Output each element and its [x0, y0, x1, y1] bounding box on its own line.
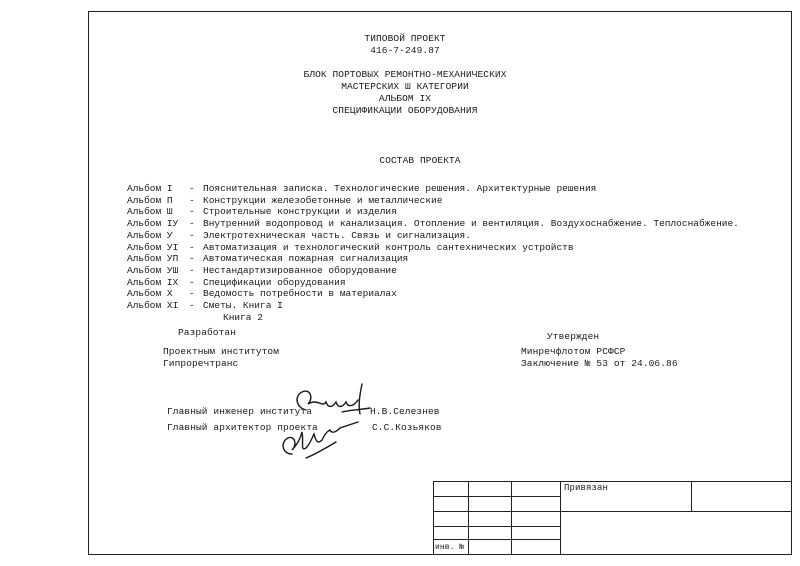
album-desc: Ведомость потребности в материалах	[203, 288, 397, 300]
album-name: Альбом I	[127, 183, 173, 194]
album-dash: -	[189, 253, 195, 265]
album-dash: -	[189, 300, 195, 312]
list-item	[127, 230, 739, 242]
album-dash: -	[189, 229, 195, 241]
album-name: Альбом УП	[127, 253, 179, 265]
album-desc: Внутренний водопровод и канализация. Отопление и вентиляция. Воздухоснабжение. Теплоснабжение.	[203, 218, 739, 230]
album-desc: Нестандартизированное оборудование	[203, 264, 397, 276]
approved-conclusion: Заключение № 53 от 24.06.86	[521, 358, 678, 369]
list-item	[127, 183, 739, 195]
header-line-1: ТИПОВОЙ ПРОЕКТ	[364, 33, 446, 44]
album-name: Альбом У	[127, 229, 173, 241]
album-desc: Автоматизация и технологический контроль сантехнических устройств	[203, 241, 574, 253]
album-desc: Конструкции железобетонные и металлические	[203, 194, 443, 206]
album-desc: Строительные конструкции и изделия	[203, 206, 397, 218]
approved-org: Минречфлотом РСФСР	[521, 346, 626, 357]
album-desc: Спецификации оборудования	[203, 276, 346, 288]
chief-architect-signature	[276, 418, 366, 466]
list-item	[127, 265, 739, 277]
chief-architect-title: Главный архитектор проекта	[167, 422, 318, 433]
album-desc: Сметы. Книга I	[203, 300, 283, 312]
title-block	[433, 481, 792, 555]
approved-label: Утвержден	[547, 331, 600, 342]
chief-architect-name: С.С.Козьяков	[372, 422, 442, 433]
album-dash: -	[189, 288, 195, 300]
list-item	[127, 218, 739, 230]
developed-org-1: Проектным институтом	[163, 346, 280, 357]
developed-label: Разработан	[178, 327, 237, 338]
header-line-4: МАСТЕРСКИХ Ш КАТЕГОРИИ	[341, 81, 469, 92]
album-dash: -	[189, 218, 195, 230]
album-desc: Автоматическая пожарная сигнализация	[203, 253, 409, 265]
inventory-number-label: инв. №	[435, 543, 465, 552]
albums-list	[127, 183, 739, 312]
chief-engineer-title: Главный инженер института	[167, 406, 313, 417]
chief-engineer-name: Н.В.Селезнев	[370, 406, 440, 417]
album-name: Альбом IУ	[127, 218, 179, 230]
album-name: Альбом П	[127, 194, 173, 206]
album-desc: Пояснительная записка. Технологические решения. Архитектурные решения	[203, 183, 597, 194]
album-name: Альбом Ш	[127, 206, 173, 218]
album-name: Альбом XI	[127, 300, 179, 312]
album-dash: -	[189, 206, 195, 218]
album-name: Альбом IX	[127, 276, 179, 288]
album-dash: -	[189, 194, 195, 206]
album-dash: -	[189, 183, 195, 194]
header-line-5: АЛЬБОМ IX	[378, 93, 432, 104]
project-number: 416-7-249.87	[370, 45, 440, 56]
header-line-3: БЛОК ПОРТОВЫХ РЕМОНТНО-МЕХАНИЧЕСКИХ	[303, 69, 507, 80]
section-title: СОСТАВ ПРОЕКТА	[379, 155, 461, 166]
list-item	[127, 288, 739, 300]
developed-org-2: Гипроречтранс	[163, 358, 239, 369]
list-item	[127, 195, 739, 207]
album-dash: -	[189, 276, 195, 288]
album-desc: Электротехническая часть. Связь и сигнализация.	[203, 229, 471, 241]
album-name: Альбом УШ	[127, 264, 179, 276]
list-item	[127, 300, 739, 312]
list-item	[127, 206, 739, 218]
book-2-label: Книга 2	[223, 312, 263, 323]
album-dash: -	[189, 264, 195, 276]
binding-label: Привязан	[564, 483, 609, 493]
list-item	[127, 277, 739, 289]
list-item	[127, 253, 739, 265]
list-item	[127, 242, 739, 254]
album-name: Альбом УI	[127, 241, 179, 253]
header-line-6: СПЕЦИФИКАЦИИ ОБОРУДОВАНИЯ	[332, 105, 478, 116]
album-dash: -	[189, 241, 195, 253]
album-name: Альбом X	[127, 288, 173, 300]
